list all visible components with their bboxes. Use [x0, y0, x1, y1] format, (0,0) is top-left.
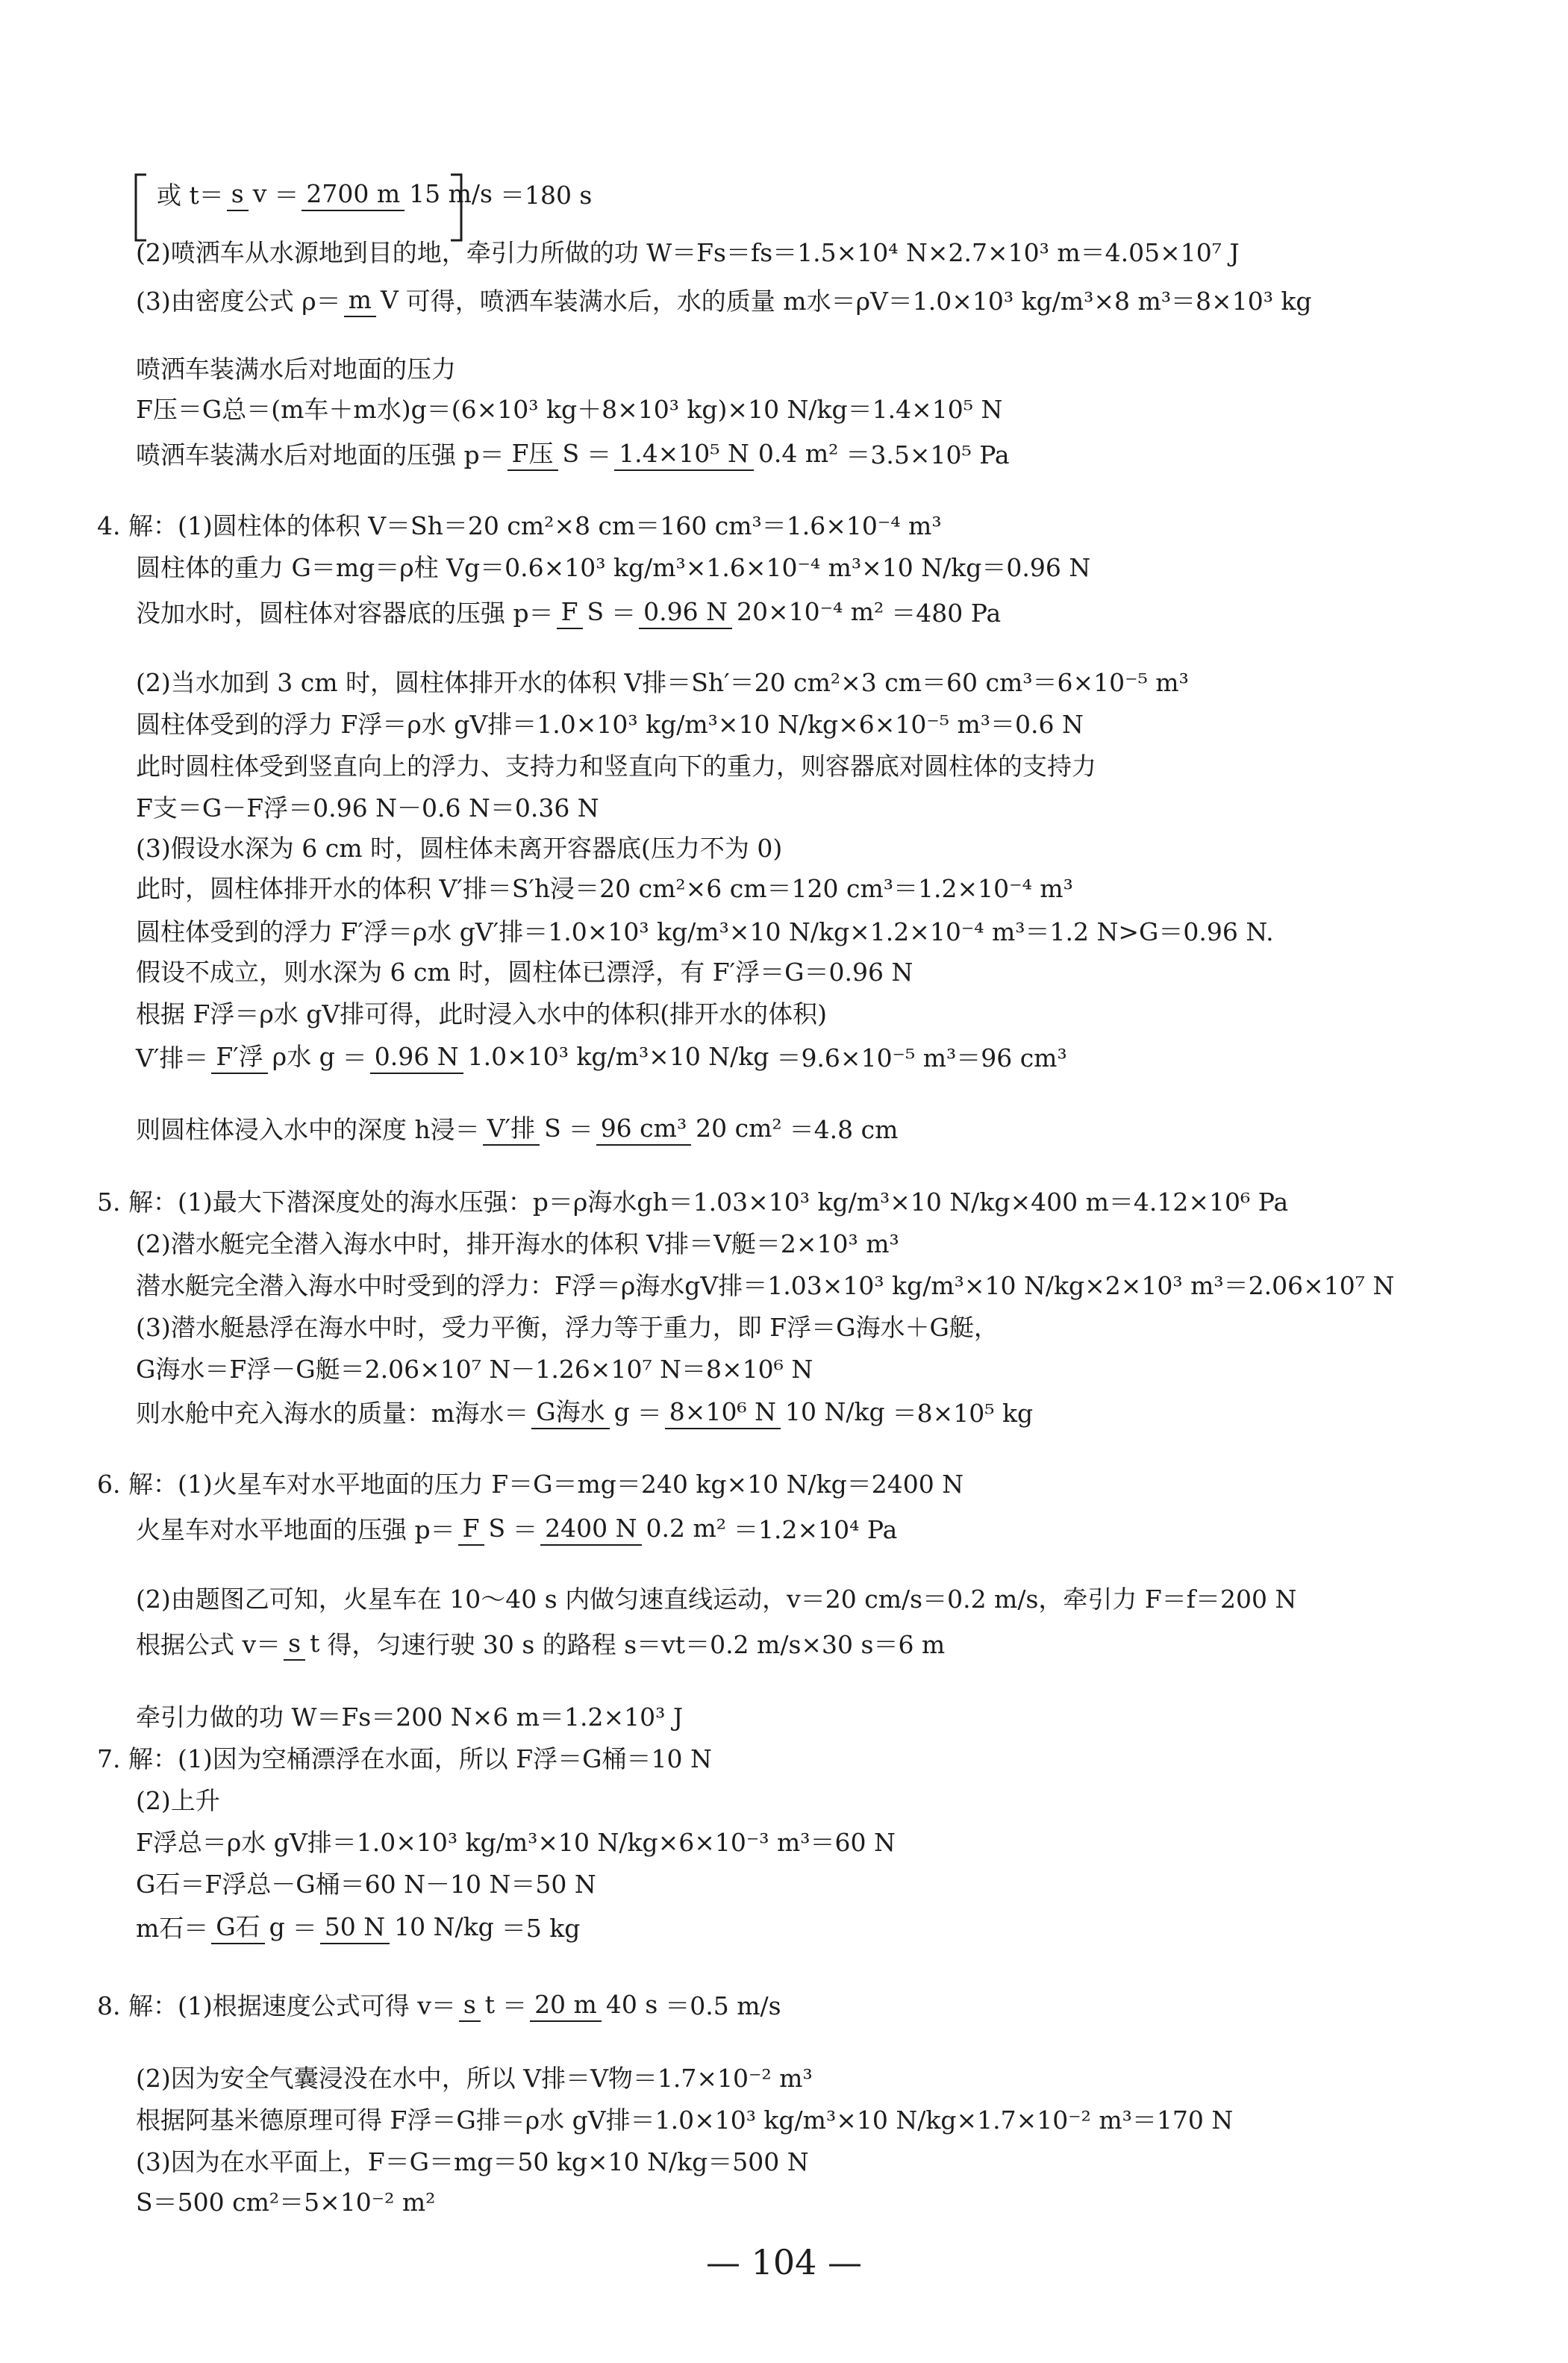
formula-post: ＝8×10⁵ kg — [892, 1399, 1034, 1428]
text-line: S＝500 cm²＝5×10⁻² m² — [136, 2188, 436, 2217]
text-line: 此时圆柱体受到竖直向上的浮力、支持力和竖直向下的重力，则容器底对圆柱体的支持力 — [136, 752, 1096, 781]
formula-line — [136, 1394, 1033, 1429]
numerator: 2400 N — [540, 1514, 641, 1546]
text-line: 4. 解：(1)圆柱体的体积 V＝Sh＝20 cm²×8 cm＝160 cm³＝1.6×10⁻⁴ m³ — [97, 511, 942, 540]
text-line: 根据 F浮＝ρ水 gV排可得，此时浸入水中的体积(排开水的体积) — [136, 999, 827, 1028]
numerator: 2700 m — [302, 179, 405, 211]
numerator: 0.96 N — [370, 1042, 463, 1074]
numerator: F — [458, 1514, 484, 1546]
denominator: 10 N/kg — [785, 1397, 885, 1426]
text-line: 6. 解：(1)火星车对水平地面的压力 F＝G＝mg＝240 kg×10 N/kg＝2400 N — [97, 1470, 964, 1499]
denominator: 0.2 m² — [646, 1514, 726, 1543]
formula-pre: 则水舱中充入海水的质量：m海水＝ — [136, 1399, 529, 1428]
text-line: F浮总＝ρ水 gV排＝1.0×10³ kg/m³×10 N/kg×6×10⁻³ m³＝60 N — [136, 1828, 896, 1857]
denominator: v — [252, 179, 267, 208]
numerator: m — [344, 285, 376, 317]
text-line: (2)潜水艇完全潜入海水中时，排开海水的体积 V排＝V艇＝2×10³ m³ — [136, 1229, 899, 1258]
formula-mid: ＝ — [587, 440, 612, 469]
denominator: g — [269, 1912, 285, 1941]
numerator: s — [284, 1629, 305, 1661]
text-line: (3)潜水艇悬浮在海水中时，受力平衡，浮力等于重力，即 F浮＝G海水＋G艇， — [136, 1313, 999, 1342]
formula-mid: ＝ — [568, 1115, 593, 1144]
formula-post: ＝180 s — [499, 181, 593, 210]
fraction — [320, 1912, 499, 1941]
formula-mid: ＝ — [513, 1515, 538, 1544]
text-line: 喷洒车装满水后对地面的压力 — [136, 355, 456, 384]
formula-mid: ＝ — [611, 599, 637, 628]
formula-post: 可得，喷洒车装满水后，水的质量 m水＝ρV＝1.0×10³ kg/m³×8 m³＝8×10³ kg — [405, 287, 1312, 316]
formula-pre: 喷洒车装满水后对地面的压强 p＝ — [136, 440, 505, 469]
numerator: F压 — [507, 439, 558, 471]
denominator: S — [544, 1114, 561, 1143]
fraction — [507, 439, 584, 468]
numerator: G石 — [211, 1912, 264, 1944]
formula-pre: 8. 解：(1)根据速度公式可得 v＝ — [97, 1991, 456, 2020]
denominator: 20 cm² — [696, 1114, 782, 1143]
formula-post: ＝4.8 cm — [789, 1115, 899, 1144]
fraction — [344, 285, 403, 314]
page-number: — 104 — — [705, 2242, 863, 2282]
text-line: 圆柱体受到的浮力 F′浮＝ρ水 gV′排＝1.0×10³ kg/m³×10 N/kg×1.2×10⁻⁴ m³＝1.2 N>G＝0.96 N. — [136, 917, 1274, 946]
text-line: G石＝F浮总－G桶＝60 N－10 N＝50 N — [136, 1870, 596, 1899]
fraction — [302, 179, 497, 208]
text-line: 根据阿基米德原理可得 F浮＝G排＝ρ水 gV排＝1.0×10³ kg/m³×10 N/kg×1.7×10⁻² m³＝170 N — [136, 2106, 1234, 2135]
text-line: G海水＝F浮－G艇＝2.06×10⁷ N－1.26×10⁷ N＝8×10⁶ N — [136, 1355, 813, 1384]
numerator: G海水 — [531, 1397, 609, 1429]
numerator: s — [459, 1990, 481, 2022]
denominator: t — [310, 1629, 320, 1658]
formula-post: ＝5 kg — [501, 1914, 581, 1943]
formula-pre: 火星车对水平地面的压强 p＝ — [136, 1515, 455, 1544]
fraction — [227, 179, 272, 208]
text-line: 潜水艇完全潜入海水中时受到的浮力：F浮＝ρ海水gV排＝1.03×10³ kg/m³×10 N/kg×2×10³ m³＝2.06×10⁷ N — [136, 1271, 1395, 1300]
formula-post: 得，匀速行驶 30 s 的路程 s＝vt＝0.2 m/s×30 s＝6 m — [327, 1630, 946, 1659]
denominator: 15 m/s — [409, 179, 493, 208]
denominator: g — [613, 1397, 630, 1426]
formula-line — [136, 594, 1001, 629]
numerator: 8×10⁶ N — [665, 1397, 781, 1429]
denominator: 0.4 m² — [758, 439, 839, 468]
denominator: 10 N/kg — [394, 1912, 494, 1941]
denominator: 40 s — [605, 1990, 658, 2019]
fraction — [639, 597, 888, 626]
text-line: (2)由题图乙可知，火星车在 10～40 s 内做匀速直线运动，v＝20 cm/s＝0.2 m/s，牵引力 F＝f＝200 N — [136, 1585, 1297, 1614]
formula-line — [136, 1909, 580, 1944]
denominator: ρ水 g — [272, 1042, 335, 1071]
fraction — [370, 1042, 774, 1071]
formula-pre: 没加水时，圆柱体对容器底的压强 p＝ — [136, 599, 554, 628]
formula-mid: ＝ — [342, 1043, 367, 1073]
text-line: 圆柱体的重力 G＝mg＝ρ柱 Vg＝0.6×10³ kg/m³×1.6×10⁻⁴ m³×10 N/kg＝0.96 N — [136, 553, 1091, 582]
fraction — [459, 1990, 499, 2019]
formula-post: ＝0.5 m/s — [665, 1991, 781, 2020]
denominator: 1.0×10³ kg/m³×10 N/kg — [467, 1042, 769, 1071]
fraction — [483, 1114, 566, 1143]
numerator: 0.96 N — [639, 597, 732, 629]
text-line: (3)假设水深为 6 cm 时，圆柱体未离开容器底(压力不为 0) — [136, 834, 783, 863]
text-line: (3)因为在水平面上，F＝G＝mg＝50 kg×10 N/kg＝500 N — [136, 2147, 809, 2176]
denominator: t — [484, 1990, 496, 2019]
formula-post: ＝480 Pa — [891, 599, 1002, 628]
formula-pre: 或 t＝ — [157, 181, 224, 210]
fraction — [458, 1514, 510, 1543]
numerator: s — [227, 179, 249, 211]
formula-line — [136, 282, 1312, 317]
formula-mid: ＝ — [502, 1991, 528, 2020]
fraction — [284, 1629, 324, 1658]
fraction — [531, 1397, 634, 1426]
denominator: S — [488, 1514, 506, 1543]
fraction — [540, 1514, 731, 1543]
denominator: V — [380, 285, 399, 314]
formula-mid: ＝ — [292, 1914, 317, 1943]
formula-pre: m石＝ — [136, 1914, 209, 1943]
text-line: (2)因为安全气囊浸没在水中，所以 V排＝V物＝1.7×10⁻² m³ — [136, 2064, 813, 2093]
denominator: S — [587, 597, 605, 626]
formula-mid: ＝ — [274, 181, 299, 210]
formula-line — [136, 436, 1010, 471]
numerator: V′排 — [483, 1114, 540, 1146]
formula-pre: 根据公式 v＝ — [136, 1630, 281, 1659]
text-line: F压＝G总＝(m车＋m水)g＝(6×10³ kg＋8×10³ kg)×10 N/kg＝1.4×10⁵ N — [136, 395, 1003, 424]
text-line: 5. 解：(1)最大下潜深度处的海水压强：p＝ρ海水gh＝1.03×10³ kg/m³×10 N/kg×400 m＝4.12×10⁶ Pa — [97, 1187, 1289, 1217]
left-bracket — [131, 173, 149, 242]
text-line: 圆柱体受到的浮力 F浮＝ρ水 gV排＝1.0×10³ kg/m³×10 N/kg×6×10⁻⁵ m³＝0.6 N — [136, 710, 1084, 739]
fraction — [211, 1042, 339, 1071]
formula-post: ＝1.2×10⁴ Pa — [734, 1515, 898, 1544]
denominator: 20×10⁻⁴ m² — [736, 597, 884, 626]
text-line: 牵引力做的功 W＝Fs＝200 N×6 m＝1.2×10³ J — [136, 1702, 684, 1732]
formula-line — [136, 1626, 945, 1661]
formula-pre: V′排＝ — [136, 1043, 209, 1073]
fraction — [614, 439, 843, 468]
formula-post: ＝9.6×10⁻⁵ m³＝96 cm³ — [776, 1043, 1067, 1073]
numerator: 1.4×10⁵ N — [614, 439, 754, 471]
formula-mid: ＝ — [637, 1399, 662, 1428]
text-line: 7. 解：(1)因为空桶漂浮在水面，所以 F浮＝G桶＝10 N — [97, 1744, 712, 1773]
text-line: (2)喷洒车从水源地到目的地，牵引力所做的功 W＝Fs＝fs＝1.5×10⁴ N×2.7×10³ m＝4.05×10⁷ J — [136, 238, 1240, 267]
formula-line — [136, 1511, 897, 1546]
text-line: 此时，圆柱体排开水的体积 V′排＝S′h浸＝20 cm²×6 cm＝120 cm³＝1.2×10⁻⁴ m³ — [136, 874, 1073, 903]
text-line: 假设不成立，则水深为 6 cm 时，圆柱体已漂浮，有 F′浮＝G＝0.96 N — [136, 958, 913, 987]
fraction — [596, 1114, 787, 1143]
numerator: F — [557, 597, 583, 629]
formula-line — [97, 1987, 781, 2022]
numerator: 50 N — [320, 1912, 390, 1944]
formula-pre: 则圆柱体浸入水中的深度 h浸＝ — [136, 1115, 480, 1144]
fraction — [530, 1990, 662, 2019]
numerator: F′浮 — [211, 1042, 267, 1074]
fraction — [211, 1912, 290, 1941]
formula-line — [136, 1111, 898, 1146]
numerator: 96 cm³ — [596, 1114, 691, 1146]
fraction — [665, 1397, 890, 1426]
text-line: (2)上升 — [136, 1786, 220, 1815]
formula-post: ＝3.5×10⁵ Pa — [846, 440, 1010, 469]
text-line: (2)当水加到 3 cm 时，圆柱体排开水的体积 V排＝Sh′＝20 cm²×3 cm＝60 cm³＝6×10⁻⁵ m³ — [136, 668, 1189, 697]
formula-line — [157, 176, 592, 211]
text-line: F支＝G－F浮＝0.96 N－0.6 N＝0.36 N — [136, 793, 599, 822]
formula-pre: (3)由密度公式 ρ＝ — [136, 287, 341, 316]
formula-line — [136, 1039, 1067, 1074]
numerator: 20 m — [530, 1990, 602, 2022]
fraction — [557, 597, 609, 626]
denominator: S — [562, 439, 580, 468]
